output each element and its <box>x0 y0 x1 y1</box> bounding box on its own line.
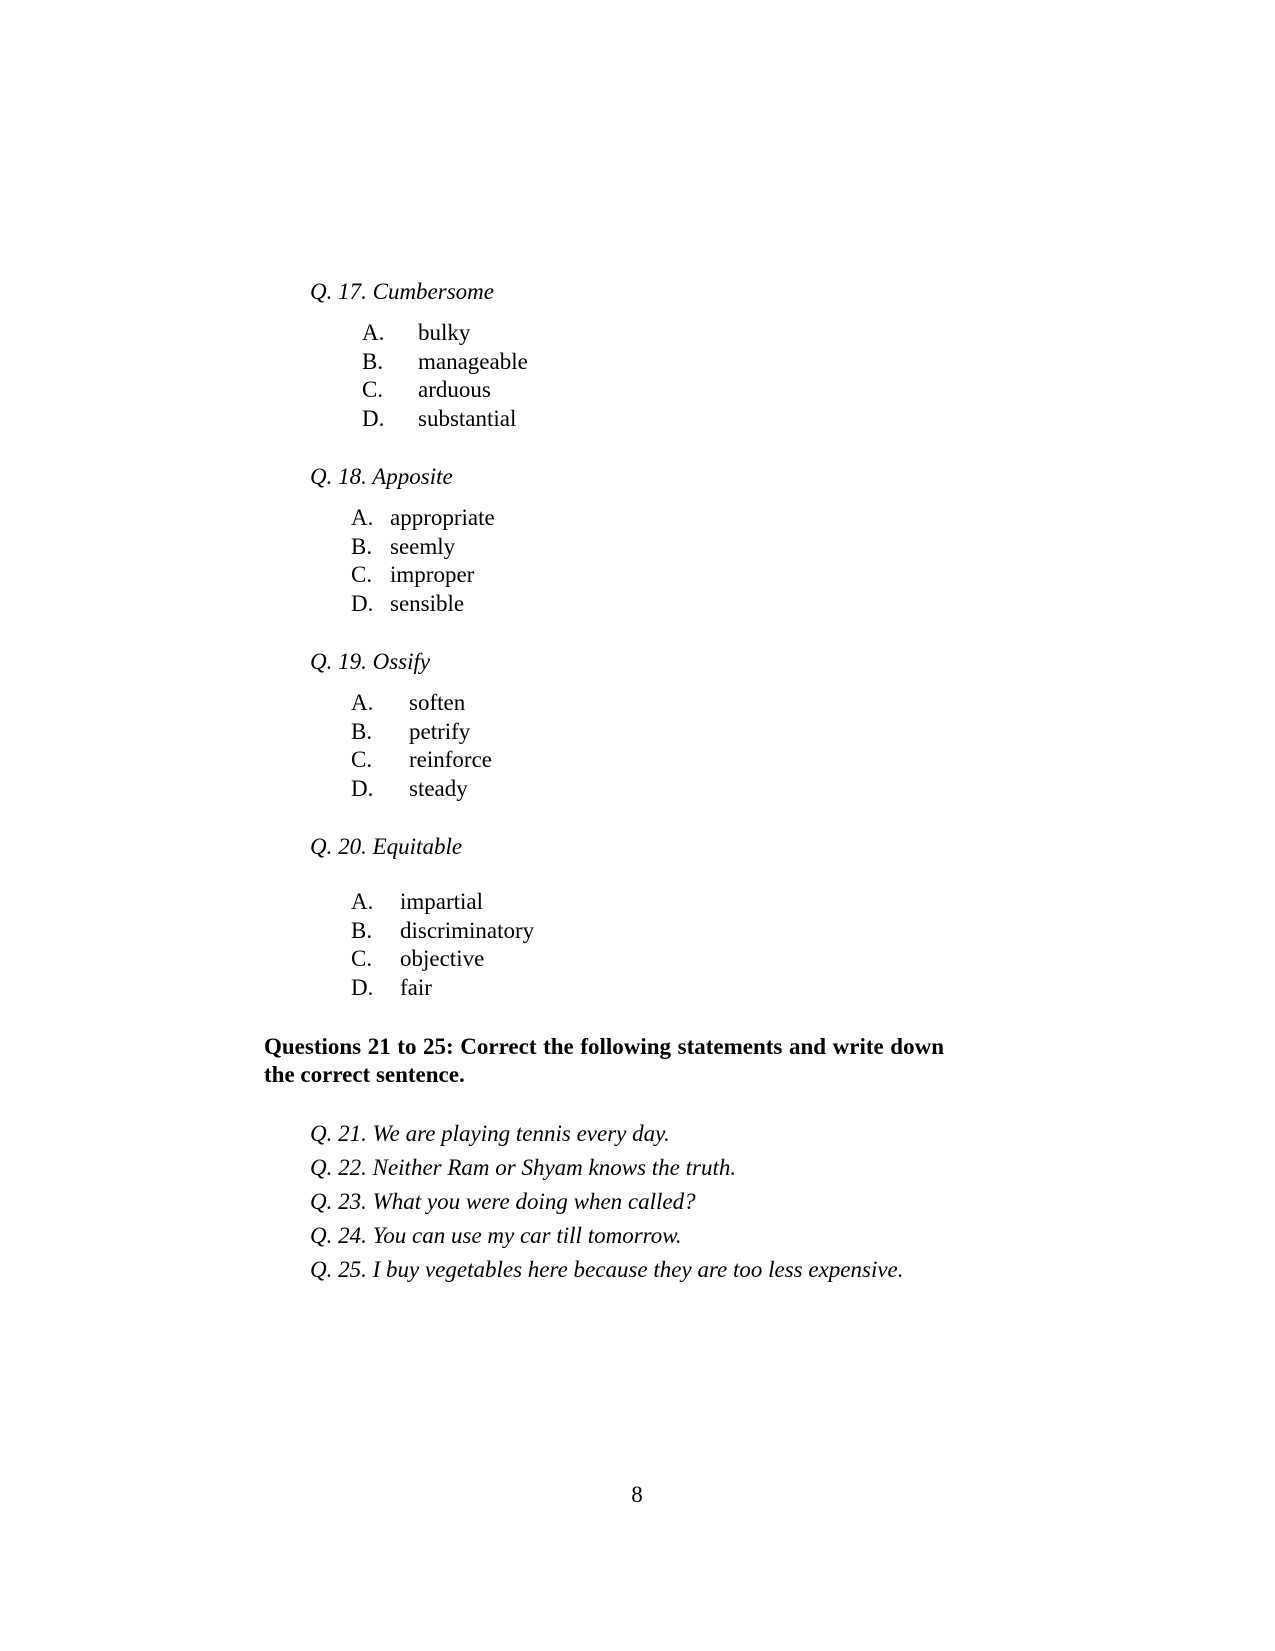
statement: Q. 23. What you were doing when called? <box>310 1189 696 1214</box>
option-text: petrify <box>409 719 471 744</box>
option-text: improper <box>390 562 475 587</box>
option-text: objective <box>400 946 485 971</box>
option-letter: B. <box>351 918 373 943</box>
option-letter: D. <box>351 975 374 1000</box>
statement: Q. 24. You can use my car till tomorrow. <box>310 1223 682 1248</box>
option-text: appropriate <box>390 505 495 530</box>
option-letter: C. <box>351 946 373 971</box>
option-letter: B. <box>362 349 384 374</box>
statement: Q. 25. I buy vegetables here because they are too less expensive. <box>310 1257 904 1282</box>
option-letter: B. <box>351 719 373 744</box>
option-text: reinforce <box>409 747 492 772</box>
question-title: Q. 20. Equitable <box>310 834 463 859</box>
option-text: discriminatory <box>400 918 535 943</box>
statement: Q. 21. We are playing tennis every day. <box>310 1121 670 1146</box>
option-letter: C. <box>351 747 373 772</box>
section-heading: Questions 21 to 25: Correct the following statements and write down the correct sentence. <box>264 1034 944 1087</box>
option-letter: A. <box>362 320 385 345</box>
option-text: manageable <box>418 349 528 374</box>
option-text: seemly <box>390 534 456 559</box>
question-title: Q. 18. Apposite <box>310 464 453 489</box>
question-title: Q. 17. Cumbersome <box>310 279 494 304</box>
option-text: steady <box>409 776 468 801</box>
option-letter: A. <box>351 690 374 715</box>
option-text: impartial <box>400 889 484 914</box>
option-letter: A. <box>351 889 374 914</box>
option-text: soften <box>409 690 466 715</box>
option-text: bulky <box>418 320 471 345</box>
option-letter: C. <box>362 377 384 402</box>
statement: Q. 22. Neither Ram or Shyam knows the truth. <box>310 1155 737 1180</box>
option-text: substantial <box>418 406 517 431</box>
option-letter: A. <box>351 505 374 530</box>
option-text: arduous <box>418 377 491 402</box>
option-letter: D. <box>362 406 385 431</box>
option-letter: D. <box>351 776 374 801</box>
option-letter: B. <box>351 534 373 559</box>
option-text: sensible <box>390 591 465 616</box>
option-letter: D. <box>351 591 374 616</box>
question-title: Q. 19. Ossify <box>310 649 431 674</box>
option-text: fair <box>400 975 432 1000</box>
page-number: 8 <box>631 1482 643 1507</box>
option-letter: C. <box>351 562 373 587</box>
